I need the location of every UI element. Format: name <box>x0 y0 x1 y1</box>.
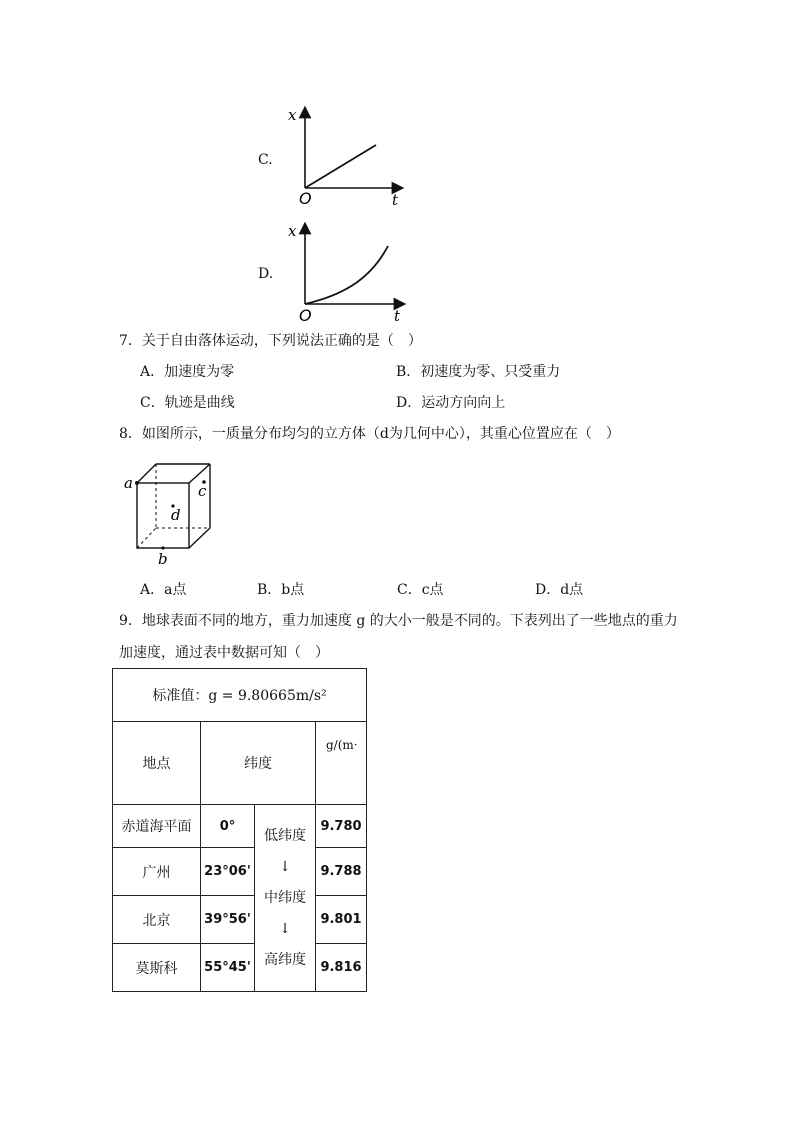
down-arrow-icon: ↓ <box>279 920 291 937</box>
cube-figure <box>118 458 218 572</box>
lat-band-mid: 中纬度 <box>264 889 306 906</box>
table-row-g: 9.816 <box>316 944 367 992</box>
table-standard-value: 标准值：g = 9.80665m/s² <box>113 669 367 722</box>
option-c-label: C. <box>258 152 273 168</box>
graph-c-y-label: x <box>288 106 297 124</box>
cube-label-d: d <box>171 506 181 524</box>
table-header-g: g/(m· <box>316 722 367 805</box>
table-row-place: 北京 <box>113 896 201 944</box>
table-header-latitude: 纬度 <box>201 722 316 805</box>
graph-c <box>284 104 409 209</box>
q7-option-a[interactable]: A．加速度为零 <box>140 364 235 380</box>
table-row-g: 9.801 <box>316 896 367 944</box>
table-row-lat: 39°56' <box>201 896 255 944</box>
table-row-lat: 55°45' <box>201 944 255 992</box>
graph-d-origin: O <box>299 306 312 325</box>
down-arrow-icon: ↓ <box>279 858 291 875</box>
lat-band-high: 高纬度 <box>264 951 306 968</box>
q9-stem-line1: 9．地球表面不同的地方，重力加速度 g 的大小一般是不同的。下表列出了一些地点的重力 <box>119 613 678 629</box>
q9-stem-line2: 加速度，通过表中数据可知（ ） <box>119 645 329 661</box>
table-row-place: 莫斯科 <box>113 944 201 992</box>
table-row-lat: 23°06' <box>201 848 255 896</box>
table-header-place: 地点 <box>113 722 201 805</box>
q8-option-a[interactable]: A．a点 <box>140 582 187 598</box>
q8-option-c[interactable]: C．c点 <box>397 582 444 598</box>
table-row-g: 9.788 <box>316 848 367 896</box>
q7-option-c[interactable]: C．轨迹是曲线 <box>140 395 235 411</box>
lat-band-low: 低纬度 <box>264 827 306 844</box>
cube-point-a <box>135 481 139 485</box>
q8-option-d[interactable]: D．d点 <box>535 582 584 598</box>
table-row-place: 赤道海平面 <box>113 805 201 848</box>
q7-option-d[interactable]: D．运动方向向上 <box>396 395 506 411</box>
graph-d-y-label: x <box>288 222 297 240</box>
q8-option-b[interactable]: B．b点 <box>257 582 305 598</box>
gravity-table <box>112 668 367 992</box>
graph-d-x-label: t <box>394 307 401 325</box>
option-d-label: D. <box>258 266 274 282</box>
cube-label-b: b <box>158 550 168 568</box>
q8-stem: 8．如图所示，一质量分布均匀的立方体（d为几何中心），其重心位置应在（ ） <box>119 426 620 442</box>
graph-c-line <box>305 145 376 188</box>
cube-front-face <box>137 483 189 548</box>
table-row-place: 广州 <box>113 848 201 896</box>
table-row-lat: 0° <box>201 805 255 848</box>
graph-d <box>284 220 409 325</box>
q7-option-b[interactable]: B．初速度为零、只受重力 <box>396 364 561 380</box>
cube-label-a: a <box>124 474 133 492</box>
table-row-g: 9.780 <box>316 805 367 848</box>
graph-c-origin: O <box>299 189 312 208</box>
graph-c-x-label: t <box>392 191 399 209</box>
graph-d-curve <box>305 246 388 304</box>
table-latitude-band <box>255 805 316 992</box>
q7-stem: 7．关于自由落体运动，下列说法正确的是（ ） <box>119 333 422 349</box>
cube-label-c: c <box>198 482 207 500</box>
